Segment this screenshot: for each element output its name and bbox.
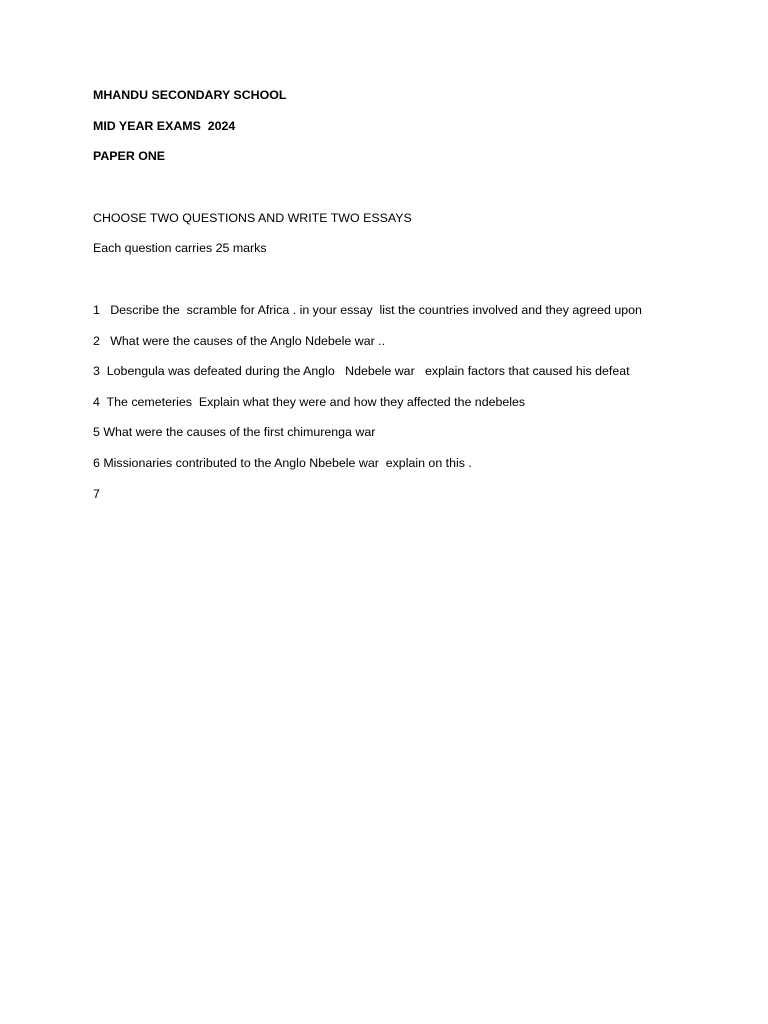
- paper-title: PAPER ONE: [93, 149, 166, 164]
- spacer: [93, 178, 733, 209]
- question-7: 7: [93, 486, 100, 501]
- question-5: 5 What were the causes of the first chimurenga war: [93, 425, 376, 440]
- instruction-main: CHOOSE TWO QUESTIONS AND WRITE TWO ESSAYS: [93, 210, 412, 225]
- exam-title: MID YEAR EXAMS 2024: [93, 118, 236, 133]
- question-6: 6 Missionaries contributed to the Anglo Nbebele war explain on this .: [93, 455, 472, 470]
- spacer: [93, 270, 733, 301]
- instruction-marks: Each question carries 25 marks: [93, 241, 267, 256]
- question-2: 2 What were the causes of the Anglo Ndebele war ..: [93, 333, 386, 348]
- document-page: [93, 86, 733, 515]
- question-1: 1 Describe the scramble for Africa . in your essay list the countries involved and they agreed upon: [93, 302, 642, 317]
- question-3: 3 Lobengula was defeated during the Anglo Ndebele war explain factors that caused his defeat: [93, 364, 630, 379]
- question-4: 4 The cemeteries Explain what they were and how they affected the ndebeles: [93, 394, 526, 409]
- school-name: MHANDU SECONDARY SCHOOL: [93, 88, 287, 102]
